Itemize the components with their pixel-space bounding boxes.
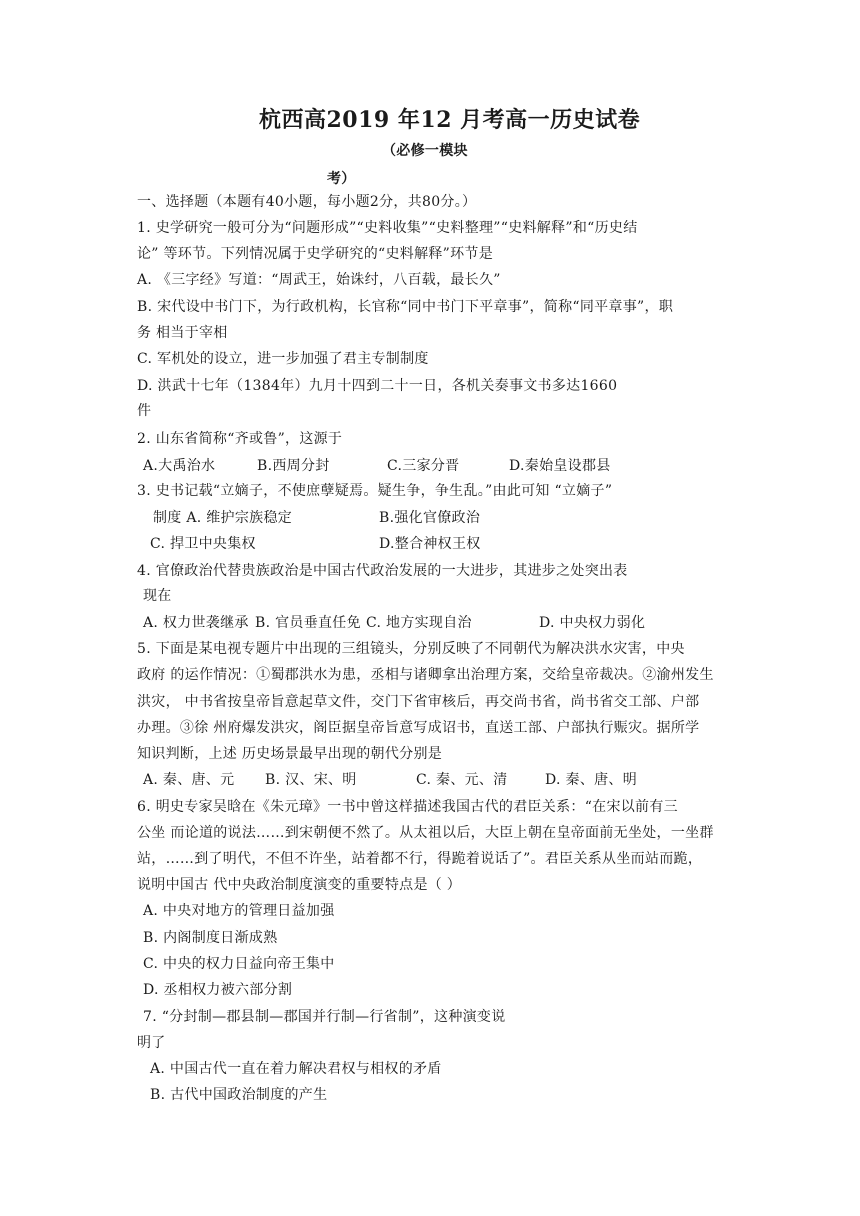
question-6-option-c: C. 中央的权力日益向帝王集中	[143, 956, 335, 972]
question-6-line-3: 站，……到了明代，不但不许坐，站着都不行，得跪着说话了”。君臣关系从坐而站而跪，	[137, 851, 703, 867]
question-1-option-b-cont: 务 相当于宰相	[137, 325, 228, 341]
question-6-option-d: D. 丞相权力被六部分割	[143, 982, 293, 998]
exam-subtitle-cont: 考）	[327, 171, 356, 187]
question-2: 2. 山东省简称“齐或鲁”，这源于	[137, 431, 343, 447]
question-6-line-2: 公坐 而论道的说法……到宋朝便不然了。从太祖以后，大臣上朝在皇帝面前无坐处，一坐群	[137, 825, 714, 841]
question-3-option-a: 制度 A. 维护宗族稳定	[153, 510, 293, 526]
question-5-line-3: 洪灾， 中书省按皇帝旨意起草文件，交门下省审核后，再交尚书省，尚书省交工部、户部	[137, 694, 700, 710]
question-6-option-a: A. 中央对地方的管理日益加强	[143, 903, 335, 919]
exam-title: 杭西高2019 年12 月考高一历史试卷	[259, 107, 641, 133]
question-1-line-1: 1. 史学研究一般可分为“问题形成”“史料收集”“史料整理”“史料解释”和“历史结	[137, 220, 638, 236]
question-4-option-d: D. 中央权力弱化	[539, 615, 646, 631]
question-4-option-b: B. 官员垂直任免	[255, 615, 361, 631]
question-5-line-1: 5. 下面是某电视专题片中出现的三组镜头，分别反映了不同朝代为解决洪水灾害，中央	[137, 641, 685, 657]
question-3: 3. 史书记载“立嫡子，不使庶孽疑焉。疑生争，争生乱。”由此可知 “立嫡子”	[137, 483, 613, 499]
question-5-option-c: C. 秦、元、清	[416, 772, 508, 788]
question-3-option-d: D.整合神权王权	[379, 536, 481, 552]
question-4-option-a: A. 权力世袭继承	[143, 615, 249, 631]
question-5-option-d: D. 秦、唐、明	[545, 772, 638, 788]
question-2-option-a: A.大禹治水	[143, 458, 216, 474]
question-4-option-c: C. 地方实现自治	[366, 615, 472, 631]
question-1-option-d: D. 洪武十七年（1384年）九月十四到二十一日，各机关奏事文书多达1660	[137, 378, 618, 394]
question-7-option-a: A. 中国古代一直在着力解决君权与相权的矛盾	[150, 1061, 442, 1077]
question-5-line-5: 知识判断，上述 历史场景最早出现的朝代分别是	[137, 746, 443, 762]
question-7-option-b: B. 古代中国政治制度的产生	[150, 1087, 328, 1103]
question-1-option-c: C. 军机处的设立，进一步加强了君主专制制度	[137, 351, 429, 367]
question-6-line-1: 6. 明史专家吴晗在《朱元璋》一书中曾这样描述我国古代的君臣关系：“在宋以前有三	[137, 799, 678, 815]
question-1-option-b: B. 宋代设中书门下，为行政机构，长官称“同中书门下平章事”，简称“同平章事”，职	[137, 299, 674, 315]
question-1-option-d-cont: 件	[137, 403, 152, 419]
exam-subtitle: （必修一模块	[382, 143, 468, 159]
question-5-option-a: A. 秦、唐、元	[143, 772, 235, 788]
question-3-option-c: C. 捍卫中央集权	[150, 536, 256, 552]
question-4: 4. 官僚政治代替贵族政治是中国古代政治发展的一大进步，其进步之处突出表	[137, 563, 628, 579]
question-7-cont: 明了	[137, 1035, 166, 1051]
question-6-line-4: 说明中国古 代中央政治制度演变的重要特点是（ ）	[137, 877, 462, 893]
question-4-cont: 现在	[143, 588, 172, 604]
question-6-option-b: B. 内阁制度日渐成熟	[143, 930, 278, 946]
question-2-option-b: B.西周分封	[257, 458, 330, 474]
question-5-option-b: B. 汉、宋、明	[265, 772, 357, 788]
question-1-line-2: 论” 等环节。下列情况属于史学研究的“史料解释”环节是	[137, 246, 494, 262]
question-1-option-a: A. 《三字经》写道：“周武王，始诛纣，八百载，最长久”	[137, 272, 501, 288]
question-2-option-d: D.秦始皇设郡县	[509, 458, 611, 474]
question-3-option-b: B.强化官僚政治	[379, 510, 481, 526]
section-heading: 一、选择题（本题有40小题，每小题2分，共80分。）	[137, 194, 477, 210]
question-5-line-4: 办理。③徐 州府爆发洪灾，阁臣据皇帝旨意写成诏书，直送工部、户部执行赈灾。据所学	[137, 720, 700, 736]
question-7: 7. “分封制—郡县制—郡国并行制—行省制”，这种演变说	[143, 1009, 506, 1025]
question-2-option-c: C.三家分晋	[387, 458, 460, 474]
question-5-line-2: 政府 的运作情况：①蜀郡洪水为患，丞相与诸卿拿出治理方案，交给皇帝裁决。②渝州发生	[137, 667, 714, 683]
